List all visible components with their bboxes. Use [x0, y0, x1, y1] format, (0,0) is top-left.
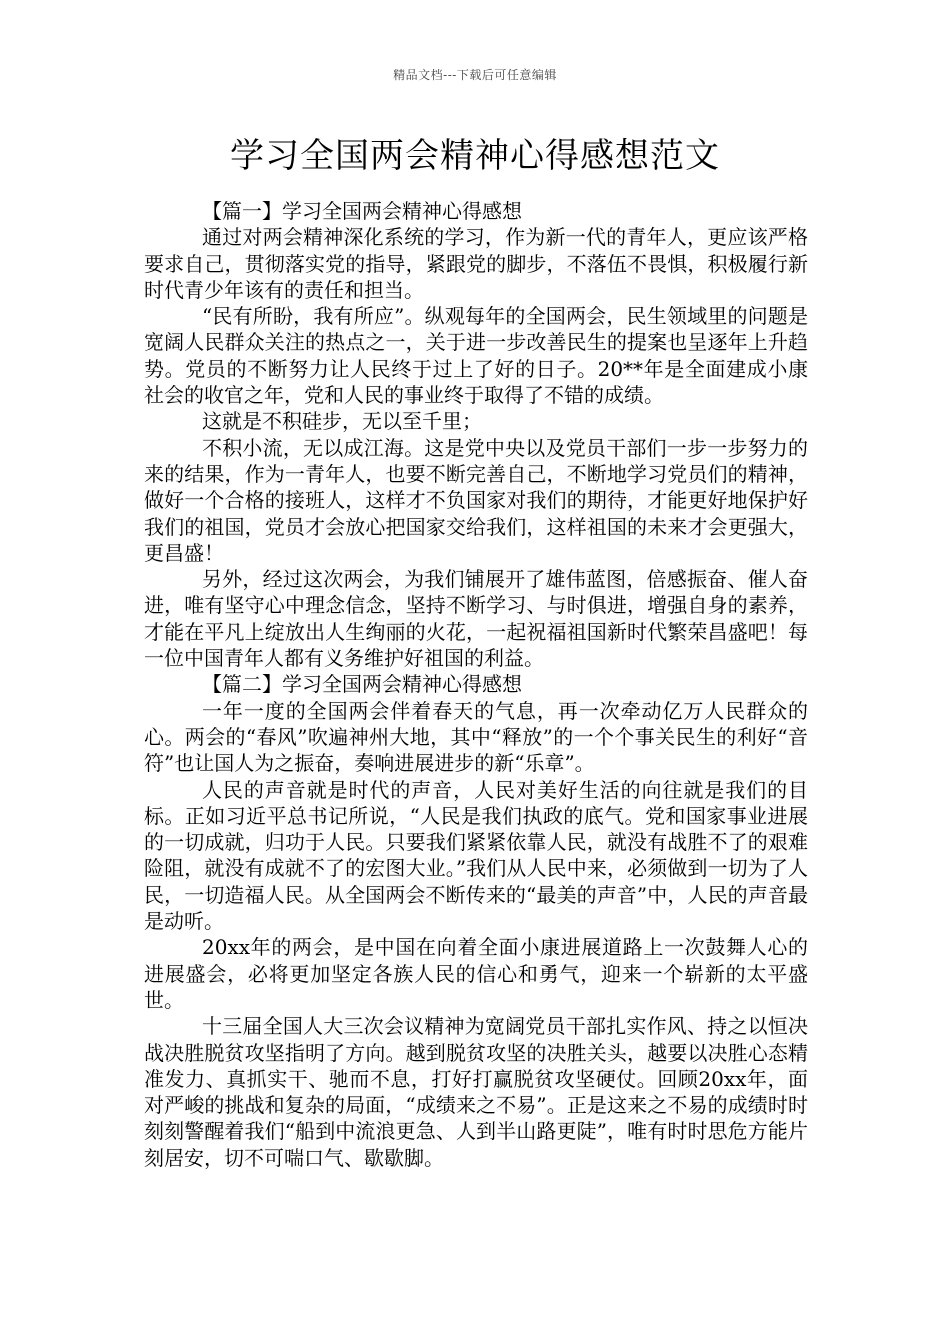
document-body [144, 198, 808, 1171]
paragraph: “民有所盼，我有所应”。纵观每年的全国两会，民生领域里的问题是宽阔人民群众关注的热点之一，关于进一步改善民生的提案也呈逐年上升趋势。党员的不断努力让人民终于过上了好的日子。20**年是全面建成小康社会的收官之年，党和人民的事业终于取得了不错的成绩。 [144, 304, 808, 408]
document-title: 学习全国两会精神心得感想范文 [230, 136, 720, 176]
section-heading-2: 【篇二】学习全国两会精神心得感想 [202, 672, 522, 697]
paragraph: 一年一度的全国两会伴着春天的气息，再一次牵动亿万人民群众的心。两会的“春风”吹遍神州大地，其中“释放”的一个个事关民生的利好“音符”也让国人为之振奋，奏响进展进步的新“乐章”。 [144, 698, 808, 776]
paragraph: 20xx年的两会，是中国在向着全面小康进展道路上一次鼓舞人心的进展盛会，必将更加坚定各族人民的信心和勇气，迎来一个崭新的太平盛世。 [144, 935, 808, 1012]
section-heading-1: 【篇一】学习全国两会精神心得感想 [202, 199, 522, 223]
paragraph: 通过对两会精神深化系统的学习，作为新一代的青年人，更应该严格要求自己，贯彻落实党的指导，紧跟党的脚步，不落伍不畏惧，积极履行新时代青少年该有的责任和担当。 [144, 225, 808, 302]
paragraph: 这就是不积硅步，无以至千里； [202, 409, 482, 434]
paragraph: 不积小流，无以成江海。这是党中央以及党员干部们一步一步努力的来的结果，作为一青年人，也要不断完善自己，不断地学习党员们的精神，做好一个合格的接班人，这样才不负国家对我们的期待，才能更好地保护好我们的祖国，党员才会放心把国家交给我们，这样祖国的未来才会更强大，更昌盛！ [144, 435, 808, 565]
page-header-note: 精品文档---下载后可任意编辑 [393, 68, 557, 82]
paragraph: 另外，经过这次两会，为我们铺展开了雄伟蓝图，倍感振奋、催人奋进，唯有坚守心中理念信念，坚持不断学习、与时俱进，增强自身的素养，才能在平凡上绽放出人生绚丽的火花，一起祝福祖国新时代繁荣昌盛吧！每一位中国青年人都有义务维护好祖国的利益。 [144, 567, 808, 671]
paragraph: 十三届全国人大三次会议精神为宽阔党员干部扎实作风、持之以恒决战决胜脱贫攻坚指明了方向。越到脱贫攻坚的决胜关头，越要以决胜心态精准发力、真抓实干、驰而不息，打好打赢脱贫攻坚硬仗。回顾20xx年，面对严峻的挑战和复杂的局面，“成绩来之不易”。正是这来之不易的成绩时时刻刻警醒着我们“船到中流浪更急、人到半山路更陡”，唯有时时思危方能片刻居安，切不可喘口气、歇歇脚。 [144, 1014, 808, 1170]
paragraph: 人民的声音就是时代的声音，人民对美好生活的向往就是我们的目标。正如习近平总书记所说，“人民是我们执政的底气。党和国家事业进展的一切成就，归功于人民。只要我们紧紧依靠人民，就没有战胜不了的艰难险阻，就没有成就不了的宏图大业。”我们从人民中来，必须做到一切为了人民，一切造福人民。从全国两会不断传来的“最美的声音”中，人民的声音最是动听。 [144, 777, 808, 934]
